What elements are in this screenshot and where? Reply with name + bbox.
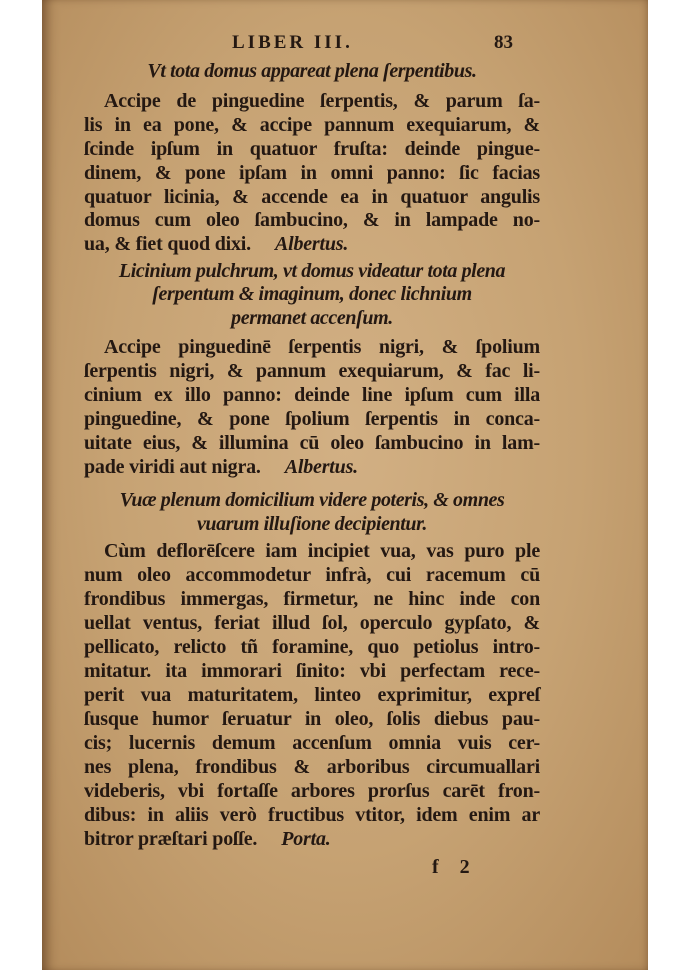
body-text: ſusque humor ſeruatur in oleo, ſolis diebus pau- (84, 708, 540, 730)
body-line (84, 780, 540, 802)
section-heading: permanet accenſum. (231, 307, 393, 329)
body-line (84, 233, 540, 255)
body-text: ua, & fiet quod dixi. (84, 233, 251, 255)
body-line (84, 660, 540, 682)
section-heading: Vuæ plenum domicilium videre poteris, & omnes (119, 489, 505, 511)
body-text: lis in ea pone, & accipe pannum exequiarum, & (84, 114, 540, 136)
body-text: mitatur. ita immorari ſinito: vbi perfectam rece- (84, 660, 540, 682)
author-attribution: Albertus. (284, 456, 358, 478)
body-line (84, 588, 540, 610)
body-line (84, 612, 540, 634)
body-line (84, 732, 540, 754)
body-text: num oleo accommodetur infrà, cui racemum cū (84, 564, 540, 586)
body-line (84, 186, 540, 208)
body-line (104, 90, 540, 112)
body-line (84, 408, 540, 430)
body-line (84, 209, 540, 231)
body-text: pellicato, relicto tñ foramine, quo petiolus intro- (84, 636, 540, 658)
body-line (84, 804, 540, 826)
page-number: 83 (494, 32, 513, 53)
body-line (104, 336, 540, 358)
body-line (84, 828, 540, 850)
body-line (84, 162, 540, 184)
body-line (84, 684, 540, 706)
body-text: Accipe pinguedinē ſerpentis nigri, & ſpolium (104, 336, 540, 358)
section-heading: ſerpentum & imaginum, donec lichnium (152, 283, 472, 305)
body-text: perit vua maturitatem, linteo exprimitur, expreſ (84, 684, 540, 706)
body-line (104, 540, 540, 562)
body-text: ſerpentis nigri, & pannum exequiarum, & fac li- (84, 360, 540, 382)
body-text: nes plena, frondibus & arboribus circumuallari (84, 756, 540, 778)
section-heading: vuarum illuſione decipientur. (196, 513, 428, 535)
body-line (84, 456, 540, 478)
body-text: Accipe de pinguedine ſerpentis, & parum ſa- (104, 90, 540, 112)
author-attribution: Albertus. (274, 233, 349, 255)
body-line (84, 138, 540, 160)
body-line (84, 114, 540, 136)
body-text: bitror præſtari poſſe. (84, 828, 258, 850)
body-text: domus cum oleo ſambucino, & in lampade no- (84, 209, 540, 231)
body-line (84, 564, 540, 586)
section-heading: Licinium pulchrum, vt domus videatur tota plena (118, 260, 506, 282)
signature-mark: f 2 (432, 856, 478, 878)
body-text: cis; lucernis demum accenſum omnia vuis cer- (84, 732, 540, 754)
body-line (84, 636, 540, 658)
body-text: Cùm deflorēſcere iam incipiet vua, vas puro ple (104, 540, 540, 562)
section-heading: Vt tota domus appareat plena ſerpentibus. (147, 60, 477, 82)
running-title: LIBER III. (232, 32, 353, 53)
body-line (84, 360, 540, 382)
body-text: cinium ex illo panno: deinde line ipſum cum illa (84, 384, 540, 406)
body-line (84, 384, 540, 406)
body-text: pinguedine, & pone ſpolium ſerpentis in conca- (84, 408, 540, 430)
body-text: ſcinde ipſum in quatuor fruſta: deinde pingue- (84, 138, 540, 160)
body-line (84, 432, 540, 454)
body-text: frondibus immergas, firmetur, ne hinc inde con (84, 588, 540, 610)
body-line (84, 708, 540, 730)
author-attribution: Porta. (281, 828, 331, 850)
body-text: quatuor licinia, & accende ea in quatuor angulis (84, 186, 540, 208)
body-text: dibus: in aliis verò fructibus vtitor, idem enim ar (84, 804, 540, 826)
body-text: videberis, vbi fortaſſe arbores prorſus carēt fron- (84, 780, 540, 802)
body-text: uellat ventus, feriat illud ſol, operculo gypſato, & (84, 612, 540, 634)
body-line (84, 756, 540, 778)
body-text: uitate eius, & illumina cū oleo ſambucino in lam- (84, 432, 540, 454)
body-text: dinem, & pone ipſam in omni panno: ſic facias (84, 162, 540, 184)
body-text: pade viridi aut nigra. (84, 456, 261, 478)
